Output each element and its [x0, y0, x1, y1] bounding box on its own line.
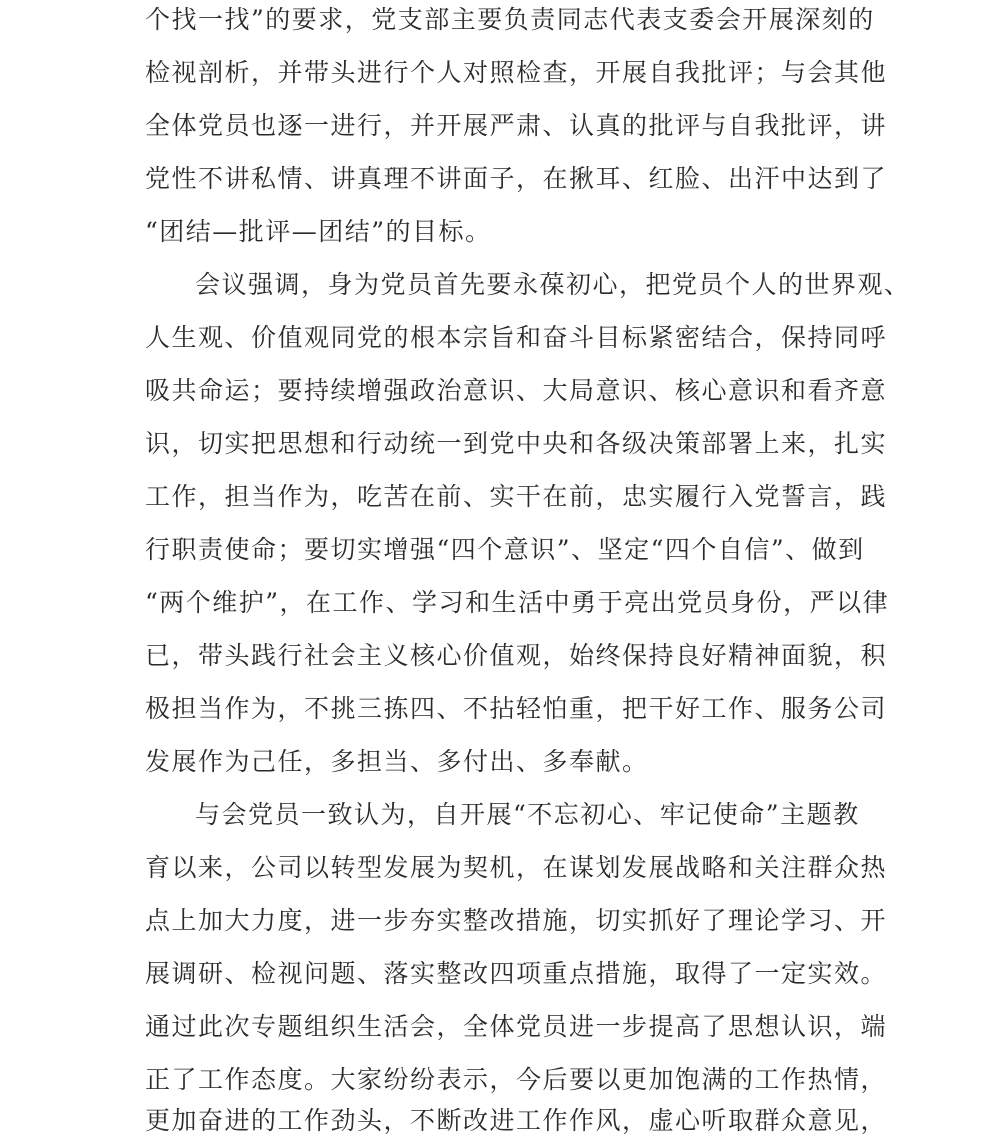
text-line: 个找一找”的要求，党支部主要负责同志代表支委会开展深刻的 — [145, 5, 875, 34]
text-line: 行职责使命；要切实增强“四个意识”、坚定“四个自信”、做到 — [145, 535, 865, 564]
text-line: 极担当作为，不挑三拣四、不拈轻怕重，把干好工作、服务公司 — [145, 694, 888, 723]
text-line: 已，带头践行社会主义核心价值观，始终保持良好精神面貌，积 — [145, 641, 888, 670]
text-line: 人生观、价值观同党的根本宗旨和奋斗目标紧密结合，保持同呼 — [145, 323, 888, 352]
paragraph-first-line: 与会党员一致认为，自开展“不忘初心、牢记使命”主题教 — [195, 800, 860, 829]
text-line: 工作，担当作为，吃苦在前、实干在前，忠实履行入党誓言，践 — [145, 482, 888, 511]
text-line: 展调研、检视问题、落实整改四项重点措施，取得了一定实效。 — [145, 959, 888, 988]
text-line: 更加奋进的工作劲头，不断改进工作作风，虚心听取群众意见， — [145, 1106, 888, 1135]
text-line: “两个维护”，在工作、学习和生活中勇于亮出党员身份，严以律 — [145, 588, 890, 617]
text-line: 点上加大力度，进一步夯实整改措施，切实抓好了理论学习、开 — [145, 906, 888, 935]
text-line: 吸共命运；要持续增强政治意识、大局意识、核心意识和看齐意 — [145, 376, 888, 405]
text-line: 全体党员也逐一进行，并开展严肃、认真的批评与自我批评，讲 — [145, 111, 888, 140]
text-line: 识，切实把思想和行动统一到党中央和各级决策部署上来，扎实 — [145, 429, 888, 458]
text-line: 通过此次专题组织生活会，全体党员进一步提高了思想认识，端 — [145, 1012, 888, 1041]
text-line: 党性不讲私情、讲真理不讲面子，在揪耳、红脸、出汗中达到了 — [145, 164, 888, 193]
paragraph-first-line: 会议强调，身为党员首先要永葆初心，把党员个人的世界观、 — [195, 270, 911, 299]
text-line: 育以来，公司以转型发展为契机，在谋划发展战略和关注群众热 — [145, 853, 888, 882]
text-line: “团结—批评—团结”的目标。 — [145, 217, 492, 246]
text-line: 发展作为己任，多担当、多付出、多奉献。 — [145, 747, 649, 776]
text-line: 正了工作态度。大家纷纷表示，今后要以更加饱满的工作热情， — [145, 1065, 888, 1094]
text-line: 检视剖析，并带头进行个人对照检查，开展自我批评；与会其他 — [145, 58, 888, 87]
